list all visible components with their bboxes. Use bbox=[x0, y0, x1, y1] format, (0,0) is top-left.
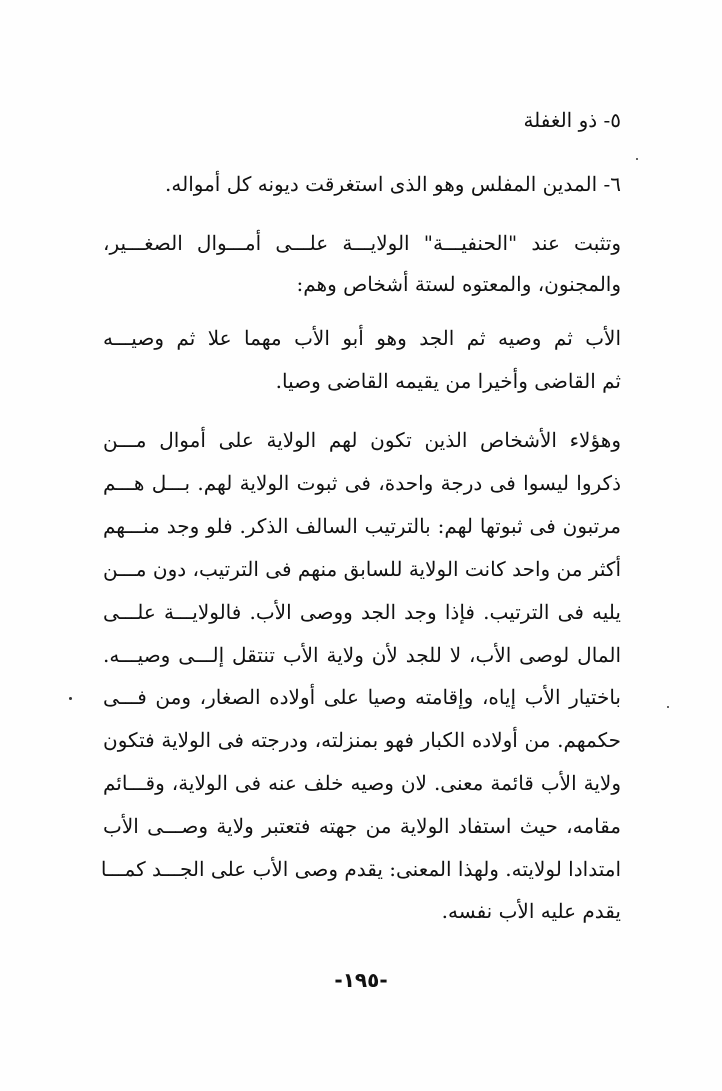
paragraph-2-line-2: ثم القاضى وأخيرا من يقيمه القاضى وصيا. bbox=[275, 369, 621, 393]
paragraph-3-line-10: مقامه، حيث استفاد الولاية من جهته فتعتبر ولاية وصـــى الأب bbox=[103, 814, 621, 838]
paragraph-3-line-6: المال لوصى الأب، لا للجد لأن ولاية الأب تنتقل إلـــى وصيـــه. bbox=[103, 643, 621, 667]
paragraph-2-line-1: الأب ثم وصيه ثم الجد وهو أبو الأب مهما علا ثم وصيـــه bbox=[103, 326, 621, 350]
paragraph-3-line-3: مرتبون فى ثبوتها لهم: بالترتيب السالف الذكر. فلو وجد منـــهم bbox=[103, 514, 621, 538]
list-item-6: ٦- المدين المفلس وهو الذى استغرقت ديونه كل أمواله. bbox=[165, 172, 621, 196]
scan-speck bbox=[667, 706, 669, 708]
paragraph-3-line-8: حكمهم. من أولاده الكبار فهو بمنزلته، ودرجته فى الولاية فتكون bbox=[103, 728, 621, 752]
scan-speck bbox=[636, 158, 638, 160]
paragraph-3-line-1: وهؤلاء الأشخاص الذين تكون لهم الولاية على أموال مـــن bbox=[103, 428, 621, 452]
paragraph-3-line-9: ولاية الأب قائمة معنى. لان وصيه خلف عنه فى الولاية، وقـــائم bbox=[103, 771, 621, 795]
paragraph-1-line-2: والمجنون، والمعتوه لستة أشخاص وهم: bbox=[296, 272, 621, 296]
scan-speck bbox=[69, 697, 72, 700]
paragraph-3-line-7: باختيار الأب إياه، وإقامته وصيا على أولاده الصغار، ومن فـــى bbox=[103, 685, 621, 709]
page-number: -١٩٥- bbox=[334, 968, 388, 992]
paragraph-3-line-11: امتدادا لولايته. ولهذا المعنى: يقدم وصى الأب على الجـــد كمـــا bbox=[100, 857, 621, 881]
paragraph-1-line-1: وتثبت عند "الحنفيـــة" الولايـــة علـــى أمـــوال الصغـــير، bbox=[103, 231, 621, 255]
paragraph-3-line-2: ذكروا ليسوا فى درجة واحدة، فى ثبوت الولاية لهم. بـــل هـــم bbox=[103, 471, 621, 495]
paragraph-3-line-4: أكثر من واحد كانت الولاية للسابق منهم فى الترتيب، دون مـــن bbox=[103, 557, 621, 581]
paragraph-3-line-5: يليه فى الترتيب. فإذا وجد الجد ووصى الأب. فالولايـــة علـــى bbox=[103, 600, 621, 624]
list-item-5: ٥- ذو الغفلة bbox=[523, 108, 621, 132]
paragraph-3-line-12: يقدم عليه الأب نفسه. bbox=[441, 899, 621, 923]
